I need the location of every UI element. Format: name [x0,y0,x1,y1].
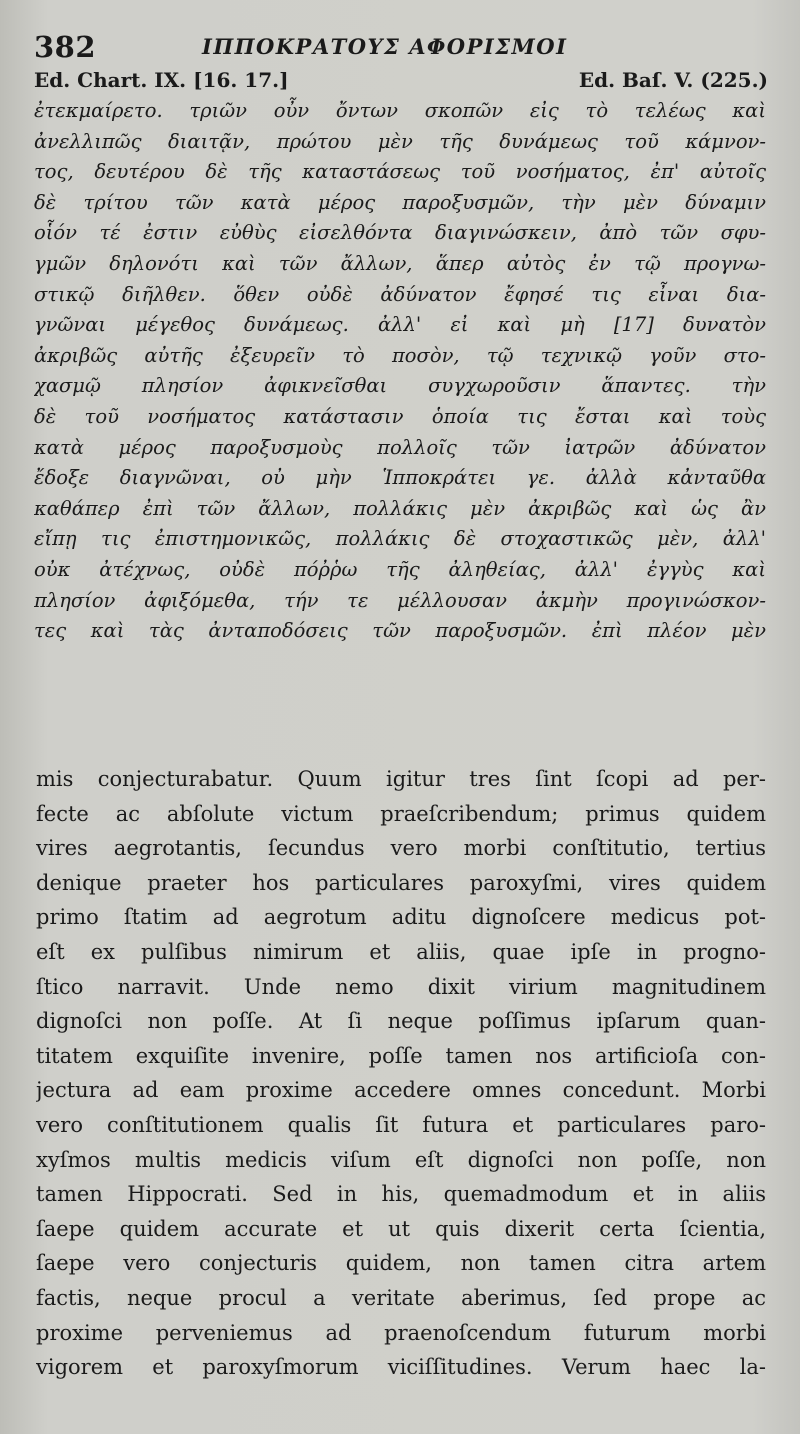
latin-line: vigorem et paroxyſmorum viciſſitudines. Verum haec la- [36,1355,766,1380]
latin-line: xyſmos multis medicis viſum eſt dignoſci non poſſe, non [36,1147,766,1172]
greek-line: ἐτεκμαίρετο. τριῶν οὖν ὄντων σκοπῶν εἰς τὸ τελέως καὶ [34,99,766,122]
running-title: ΙΠΠΟΚΡΑΤΟΥΣ ΑΦΟΡΙΣΜΟΙ [202,34,568,59]
greek-line: γμῶν δηλονότι καὶ τῶν ἄλλων, ἅπερ αὐτὸς ἐν τῷ προγνω- [34,251,766,275]
latin-line: tamen Hippocrati. Sed in his, quemadmodum et in aliis [36,1182,766,1207]
greek-line: χασμῷ πλησίον ἀφικνεῖσθαι συγχωροῦσιν ἅπαντες. τὴν [34,374,766,398]
greek-line: γνῶναι μέγεθος δυνάμεως. ἀλλ' εἰ καὶ μὴ [17] δυνατὸν [34,313,766,337]
latin-line: jectura ad eam proxime accedere omnes concedunt. Morbi [36,1078,766,1103]
latin-line: vero conſtitutionem qualis ſit futura et particulares paro- [36,1112,766,1137]
latin-line: eſt ex pulſibus nimirum et aliis, quae ipſe in progno- [36,939,766,964]
latin-text-block [36,762,766,1385]
greek-line: κατὰ μέρος παροξυσμοὺς πολλοῖς τῶν ἰατρῶν ἀδύνατον [34,435,766,459]
latin-line: fecte ac abſolute victum praeſcribendum; primus quidem [36,801,766,826]
latin-line: dignoſci non poſſe. At ſi neque poſſimus ipſarum quan- [36,1009,766,1034]
greek-text-block [34,96,766,647]
greek-line: ἀνελλιπῶς διαιτᾷν, πρώτου μὲν τῆς δυνάμεως τοῦ κάμνον- [34,129,766,153]
greek-line: δὲ τοῦ νοσήματος κατάστασιν ὁποία τις ἔσται καὶ τοὺς [34,404,766,428]
latin-line: titatem exquiſite invenire, poſſe tamen nos artificioſa con- [36,1043,766,1068]
page-number: 382 [34,30,97,64]
latin-line: factis, neque procul a veritate aberimus, ſed prope ac [36,1285,766,1310]
greek-line: τος, δευτέρου δὲ τῆς καταστάσεως τοῦ νοσήματος, ἐπ' αὐτοῖς [34,160,766,184]
greek-line: πλησίον ἀφιξόμεθα, τήν τε μέλλουσαν ἀκμὴν προγινώσκον- [34,588,766,612]
greek-line: καθάπερ ἐπὶ τῶν ἄλλων, πολλάκις μὲν ἀκριβῶς καὶ ὡς ἂν [34,496,766,520]
greek-line: στικῷ διῆλθεν. ὅθεν οὐδὲ ἀδύνατον ἔφησέ τις εἶναι δια- [34,282,766,306]
edition-basel-reference: Ed. Baſ. V. (225.) [578,68,768,92]
latin-line: ſaepe vero conjecturis quidem, non tamen citra artem [36,1251,766,1276]
greek-line: οἷόν τέ ἐστιν εὐθὺς εἰσελθόντα διαγινώσκειν, ἀπὸ τῶν σφυ- [34,221,766,245]
latin-line: ſtico narravit. Unde nemo dixit virium magnitudinem [36,974,766,999]
greek-line: δὲ τρίτου τῶν κατὰ μέρος παροξυσμῶν, τὴν μὲν δύναμιν [34,190,766,214]
latin-line: mis conjecturabatur. Quum igitur tres ſint ſcopi ad per- [36,767,766,791]
greek-line: τες καὶ τὰς ἀνταποδόσεις τῶν παροξυσμῶν. ἐπὶ πλέον μὲν [34,619,766,643]
edition-chartier-reference: Ed. Chart. IX. [16. 17.] [34,68,289,92]
latin-line: primo ſtatim ad aegrotum aditu dignoſcere medicus pot- [36,905,766,930]
page-header [34,28,774,64]
greek-line: εἴπῃ τις ἐπιστημονικῶς, πολλάκις δὲ στοχαστικῶς μὲν, ἀλλ' [34,527,766,551]
edition-reference-line [34,68,768,98]
greek-line: ἔδοξε διαγνῶναι, οὐ μὴν Ἱπποκράτει γε. ἀλλὰ κἀνταῦθα [34,466,766,490]
greek-line: ἀκριβῶς αὐτῆς ἐξευρεῖν τὸ ποσὸν, τῷ τεχνικῷ γοῦν στο- [34,343,766,367]
latin-line: ſaepe quidem accurate et ut quis dixerit certa ſcientia, [36,1216,766,1241]
latin-line: denique praeter hos particulares paroxyſmi, vires quidem [36,870,766,895]
latin-line: proxime perveniemus ad praenoſcendum futurum morbi [36,1320,766,1345]
latin-line: vires aegrotantis, ſecundus vero morbi conſtitutio, tertius [36,836,766,861]
greek-line: οὐκ ἀτέχνως, οὐδὲ πόῤῥω τῆς ἀληθείας, ἀλλ' ἐγγὺς καὶ [34,557,766,581]
